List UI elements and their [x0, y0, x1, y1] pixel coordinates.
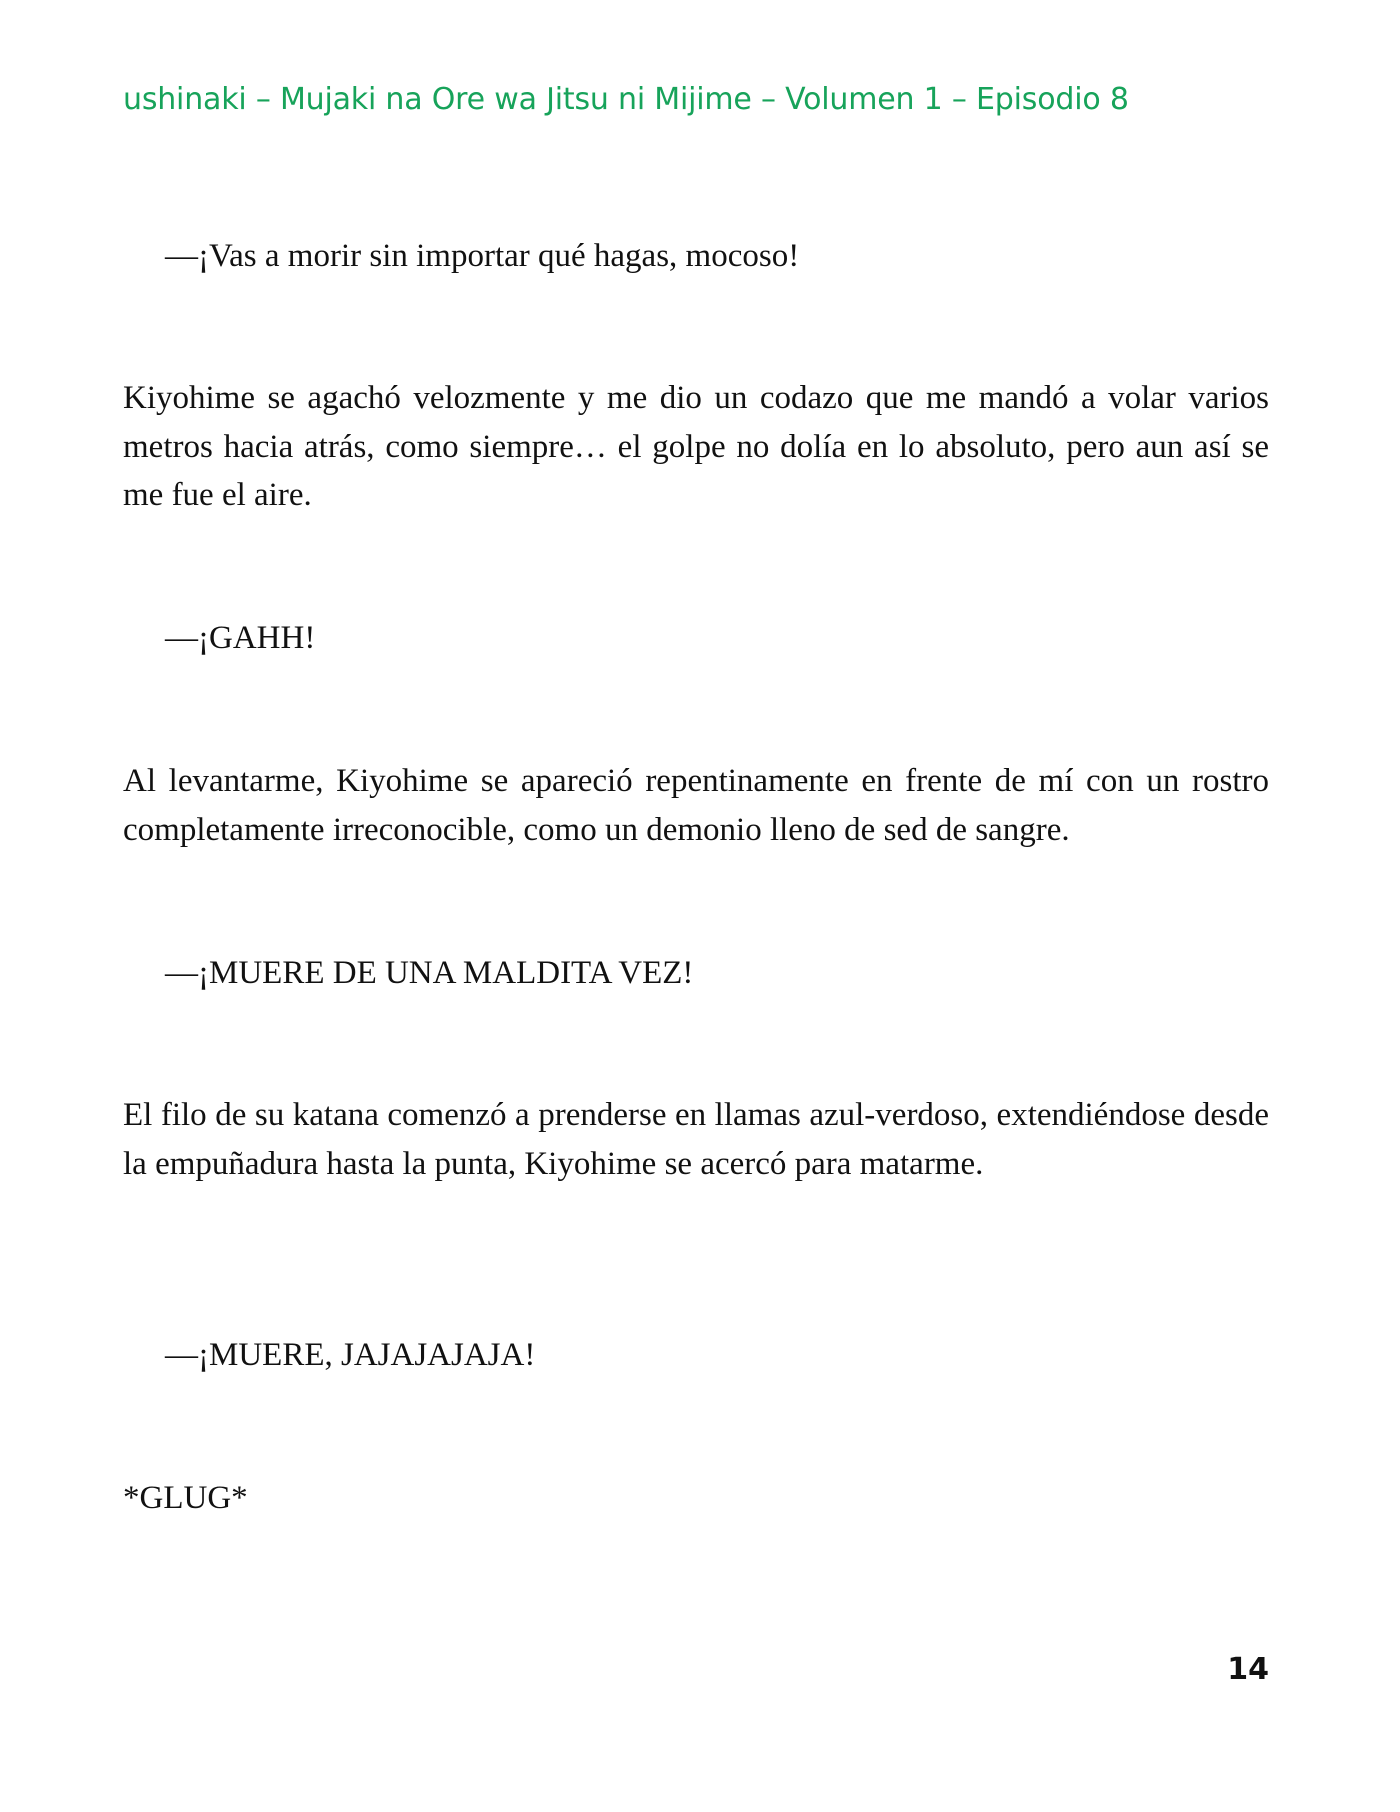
page-number: 14	[1227, 1652, 1269, 1687]
dialog-line: —¡MUERE DE UNA MALDITA VEZ!	[165, 955, 694, 991]
paragraph: El filo de su katana comenzó a prenderse en llamas azul-verdoso, extendiéndose desde la empuñadura hasta la punta, Kiyohime se acercó para matarme.	[123, 1097, 1269, 1182]
dialog-line: —¡Vas a morir sin importar qué hagas, mocoso!	[165, 238, 800, 274]
dialog-line: —¡MUERE, JAJAJAJAJA!	[165, 1337, 536, 1373]
page-header: ushinaki – Mujaki na Ore wa Jitsu ni Mijime – Volumen 1 – Episodio 8	[123, 82, 1129, 117]
paragraph: Kiyohime se agachó velozmente y me dio un codazo que me mandó a volar varios metros hacia atrás, como siempre… el golpe no dolía en lo absoluto, pero aun así se me fue el aire.	[123, 380, 1269, 513]
paragraph: Al levantarme, Kiyohime se apareció repentinamente en frente de mí con un rostro completamente irreconocible, como un demonio lleno de sed de sangre.	[123, 763, 1269, 848]
dialog-line: —¡GAHH!	[165, 620, 316, 656]
sound-effect: *GLUG*	[123, 1480, 248, 1516]
